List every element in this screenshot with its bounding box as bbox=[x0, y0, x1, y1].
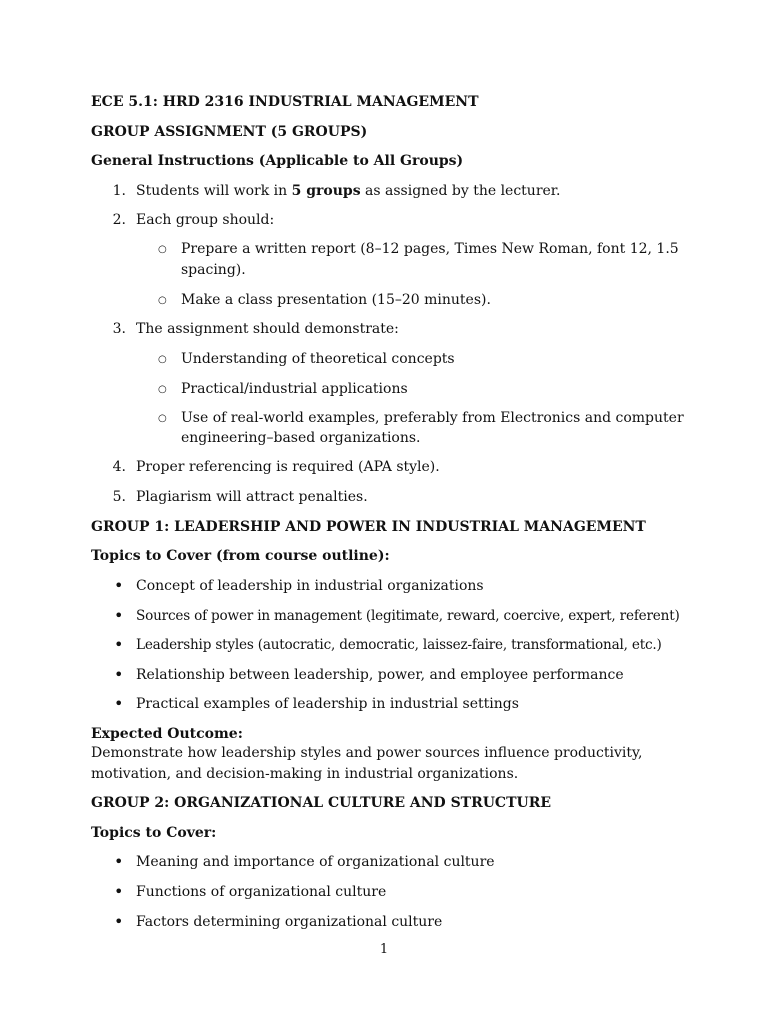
page-number: 1 bbox=[379, 942, 389, 957]
topic-item: Concept of leadership in industrial organizations bbox=[136, 578, 484, 594]
bullet-icon: • bbox=[114, 882, 124, 901]
outcome-line: motivation, and decision-making in industrial organizations. bbox=[91, 766, 519, 782]
circle-bullet-icon: ○ bbox=[158, 244, 167, 255]
group1-outcome-title: Expected Outcome: bbox=[91, 726, 243, 742]
outcome-line: Demonstrate how leadership styles and power sources influence productivity, bbox=[91, 745, 643, 761]
instruction-item-2: Each group should: bbox=[136, 212, 275, 228]
bullet-icon: • bbox=[114, 635, 124, 654]
sub-item: Understanding of theoretical concepts bbox=[181, 351, 455, 367]
course-heading: ECE 5.1: HRD 2316 INDUSTRIAL MANAGEMENT bbox=[91, 94, 479, 110]
topic-item: Functions of organizational culture bbox=[136, 884, 387, 900]
topic-item: Relationship between leadership, power, and employee performance bbox=[136, 667, 624, 683]
sub-item: Make a class presentation (15–20 minutes). bbox=[181, 292, 491, 308]
bullet-icon: • bbox=[114, 852, 124, 871]
topic-item: Factors determining organizational culture bbox=[136, 914, 443, 930]
assignment-heading: GROUP ASSIGNMENT (5 GROUPS) bbox=[91, 124, 368, 140]
sub-item: Practical/industrial applications bbox=[181, 381, 408, 397]
sub-item-continuation: spacing). bbox=[181, 262, 246, 278]
general-instructions-title: General Instructions (Applicable to All Groups) bbox=[91, 153, 464, 169]
circle-bullet-icon: ○ bbox=[158, 354, 167, 365]
circle-bullet-icon: ○ bbox=[158, 384, 167, 395]
list-number: 1. bbox=[112, 183, 126, 199]
topic-item: Leadership styles (autocratic, democratic, laissez-faire, transformational, etc.) bbox=[136, 637, 662, 653]
topic-item: Meaning and importance of organizational culture bbox=[136, 854, 495, 870]
instruction-item-3: The assignment should demonstrate: bbox=[136, 321, 399, 337]
instruction-text: as assigned by the lecturer. bbox=[360, 183, 561, 199]
list-number: 5. bbox=[112, 489, 126, 505]
topic-item: Practical examples of leadership in industrial settings bbox=[136, 696, 519, 712]
bullet-icon: • bbox=[114, 694, 124, 713]
list-number: 2. bbox=[112, 212, 126, 228]
circle-bullet-icon: ○ bbox=[158, 413, 167, 424]
instruction-item-4: Proper referencing is required (APA style). bbox=[136, 459, 440, 475]
group2-title: GROUP 2: ORGANIZATIONAL CULTURE AND STRUCTURE bbox=[91, 795, 552, 811]
bullet-icon: • bbox=[114, 912, 124, 931]
group2-topics-title: Topics to Cover: bbox=[91, 825, 217, 841]
instruction-item-1 bbox=[136, 181, 560, 201]
list-number: 4. bbox=[112, 459, 126, 475]
sub-item: Use of real-world examples, preferably from Electronics and computer bbox=[181, 410, 684, 426]
topic-item: Sources of power in management (legitimate, reward, coercive, expert, referent) bbox=[136, 608, 680, 624]
instruction-emphasis: 5 groups bbox=[291, 183, 361, 199]
bullet-icon: • bbox=[114, 665, 124, 684]
circle-bullet-icon: ○ bbox=[158, 295, 167, 306]
instruction-text: Students will work in bbox=[136, 183, 292, 199]
group1-title: GROUP 1: LEADERSHIP AND POWER IN INDUSTRIAL MANAGEMENT bbox=[91, 519, 646, 535]
group1-topics-title: Topics to Cover (from course outline): bbox=[91, 548, 390, 564]
bullet-icon: • bbox=[114, 606, 124, 625]
list-number: 3. bbox=[112, 321, 126, 337]
bullet-icon: • bbox=[114, 576, 124, 595]
sub-item: Prepare a written report (8–12 pages, Times New Roman, font 12, 1.5 bbox=[181, 241, 679, 257]
instruction-item-5: Plagiarism will attract penalties. bbox=[136, 489, 368, 505]
sub-item-continuation: engineering–based organizations. bbox=[181, 430, 421, 446]
